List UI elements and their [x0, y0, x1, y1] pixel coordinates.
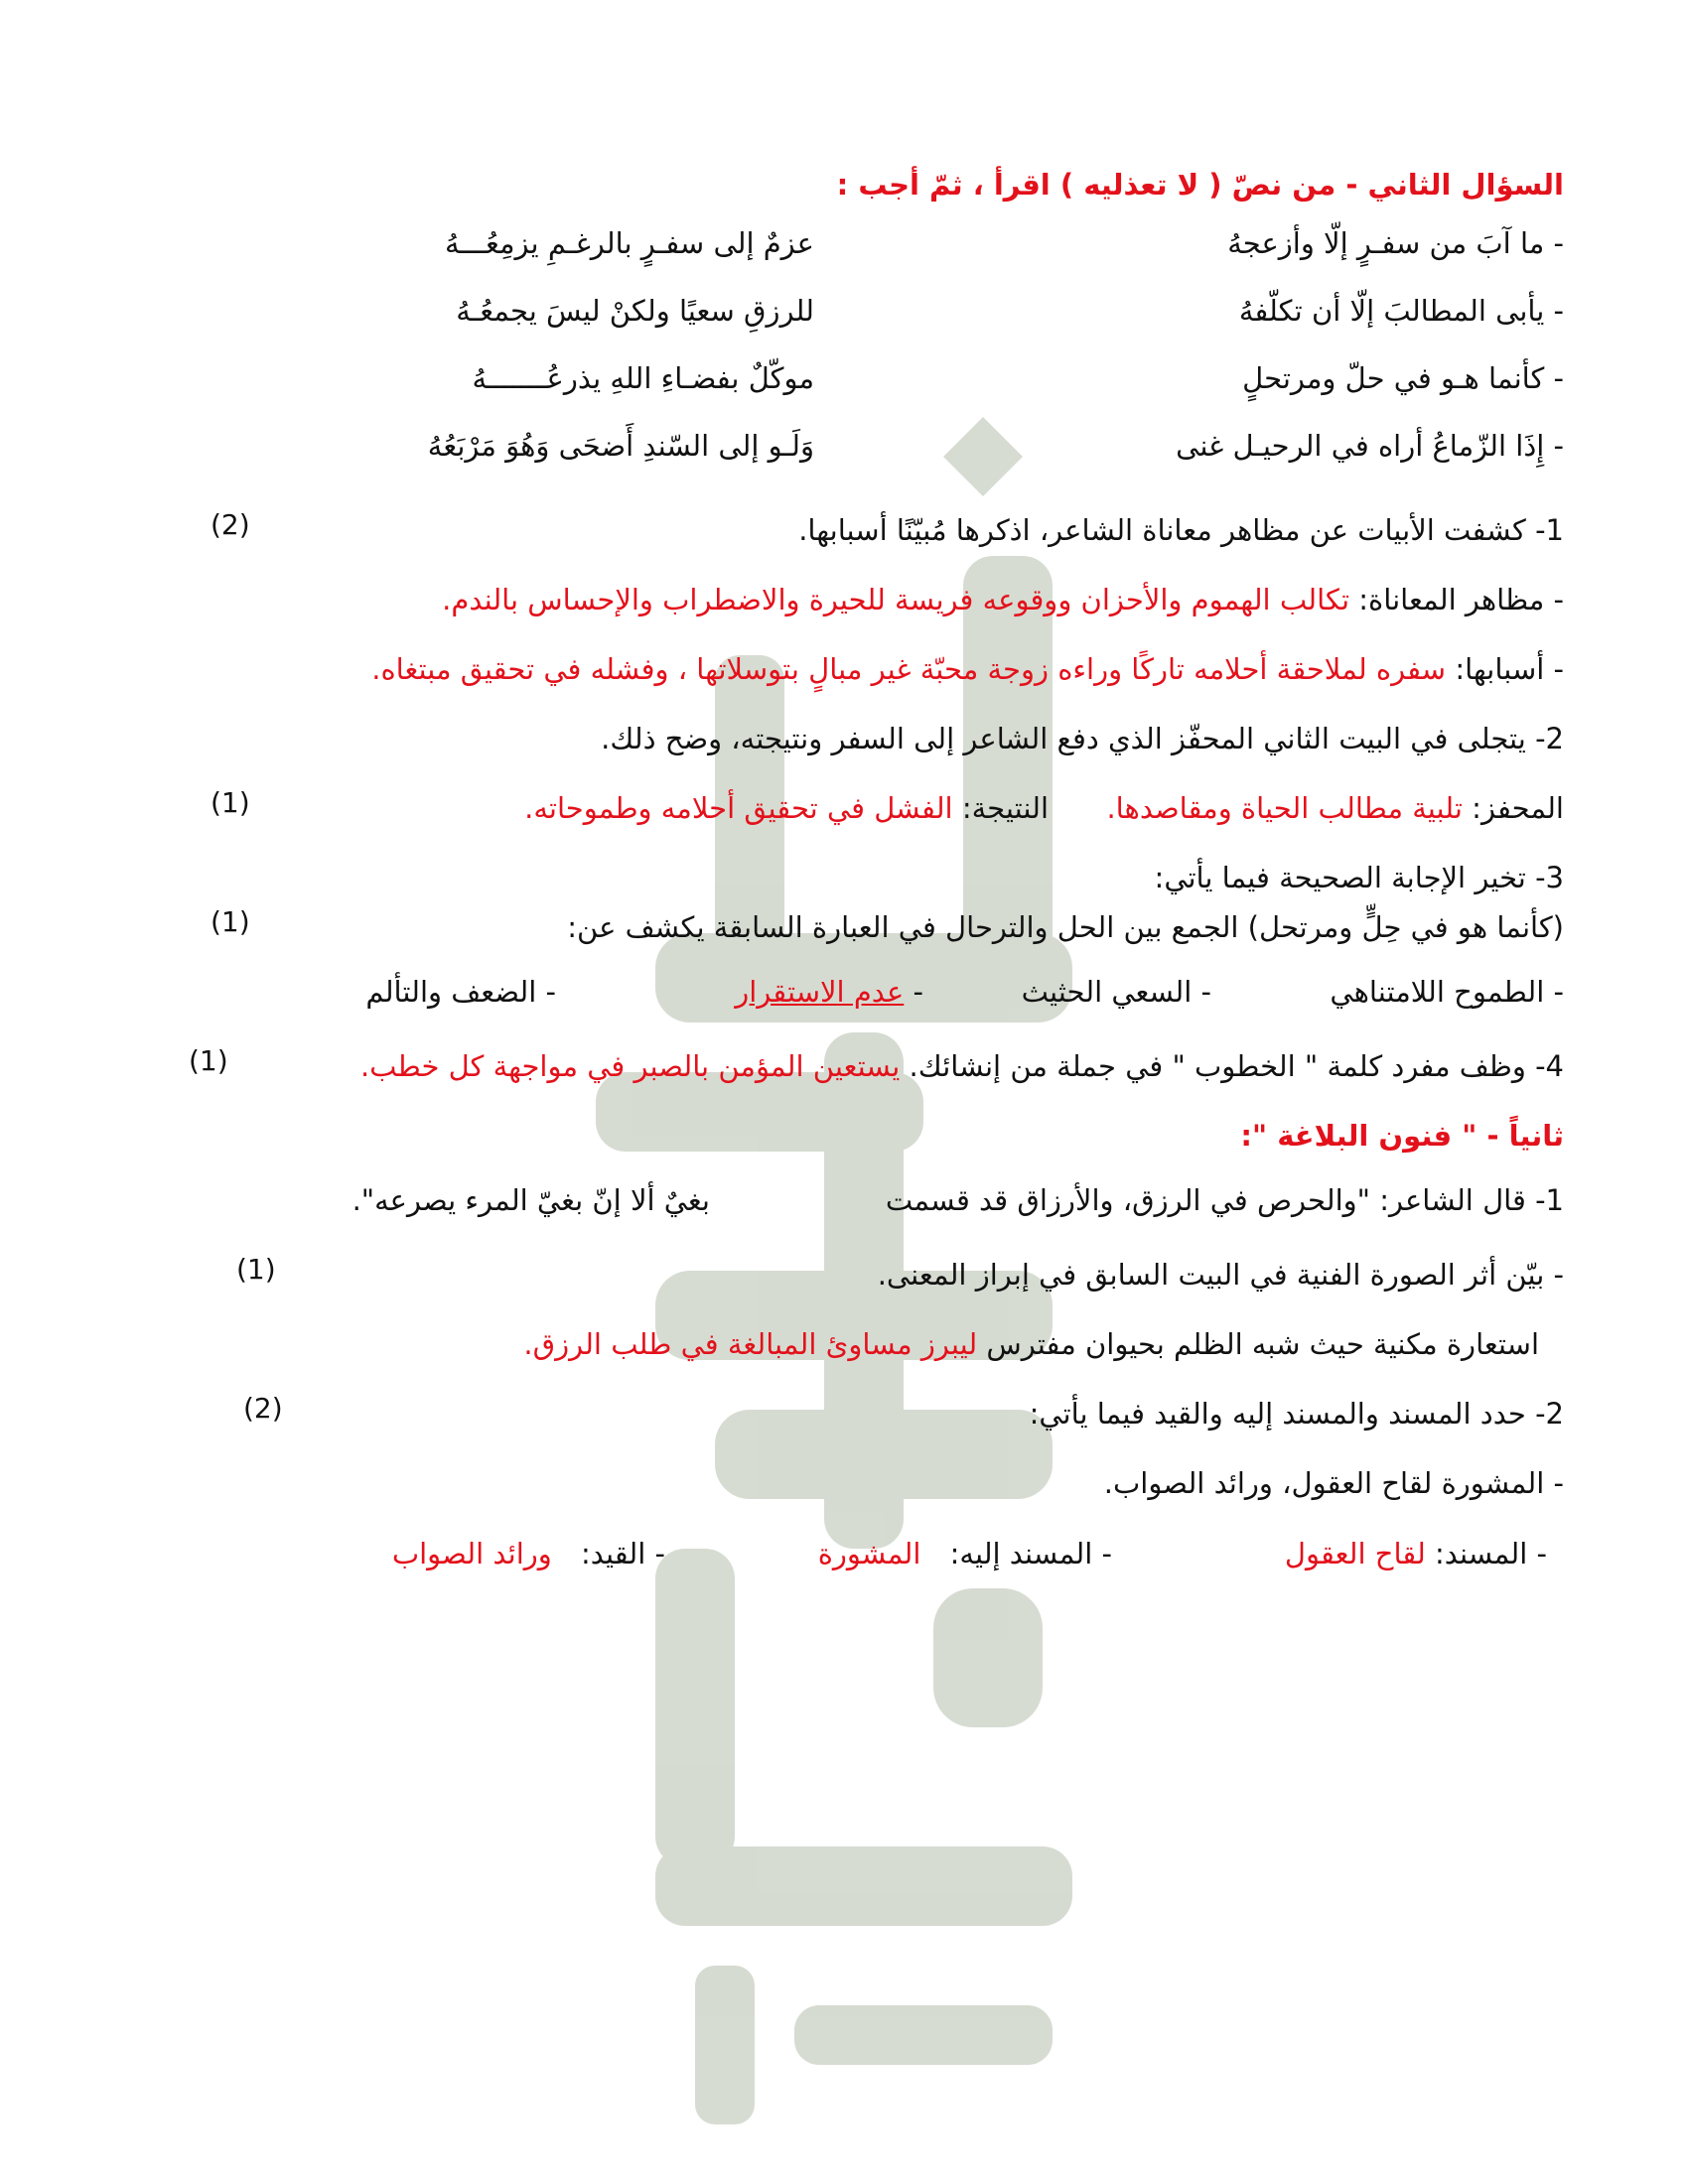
option-effort: - السعي الحثيث — [1021, 975, 1211, 1009]
option-ambition: - الطموح اللامتناهي — [1330, 975, 1564, 1009]
qayd-answer — [392, 1537, 665, 1570]
question-1-mark: (2) — [211, 508, 250, 541]
question-4-answer: يستعين المؤمن بالصبر في مواجهة كل خطب. — [359, 1049, 901, 1083]
question-3-mark: (1) — [211, 905, 250, 938]
verse-3-second-half: موكّلٌ بفضـاءِ اللهِ يذرعُـــــــهُ — [472, 361, 814, 395]
rhetoric-question-1-mark: (1) — [236, 1253, 276, 1286]
answer-1-label: - مظاهر المعاناة: — [1358, 583, 1564, 616]
option-dash: - — [913, 975, 923, 1009]
verse-1-first-half: - ما آبَ من سفـرٍ إلّا وأزعجهُ — [1227, 226, 1564, 260]
musnad-ilayh-label: - المسند إليه: — [949, 1537, 1112, 1570]
rhetoric-answer-1 — [159, 1322, 1539, 1366]
verse-2-second-half: للرزقِ سعيًا ولكنْ ليسَ يجمعُـهُ — [456, 294, 814, 328]
rhetoric-answer-1-effect: ليبرز مساوئ المبالغة في طلب الرزق. — [523, 1327, 978, 1361]
rhetoric-question-1-verse-tail: بغيٌ ألا إنّ بغيّ المرء يصرعه". — [352, 1183, 710, 1217]
rhetoric-sentence: - المشورة لقاح العقول، ورائد الصواب. — [1103, 1466, 1564, 1500]
musnad-value: لقاح العقول — [1284, 1537, 1426, 1570]
verse-4-second-half: وَلَـو إلى السّندِ أَضحَى وَهُوَ مَرْبَعُهُ — [427, 429, 814, 463]
answer-1-causes-label: - أسبابها: — [1455, 652, 1564, 686]
answer-2-result-label: النتيجة: — [961, 791, 1050, 825]
qayd-value: ورائد الصواب — [391, 1537, 552, 1570]
option-weakness: - الضعف والتألم — [365, 975, 556, 1009]
option-instability-correct — [735, 975, 923, 1009]
answer-1-causes — [159, 647, 1564, 691]
question-1: 1- كشفت الأبيات عن مظاهر معاناة الشاعر، اذكرها مُبيّنًا أسبابها. — [798, 513, 1564, 547]
question-3-stem: (كأنما هو في حِلٍّ ومرتحل) الجمع بين الحل والترحال في العبارة السابقة يكشف عن: — [567, 910, 1564, 944]
question-3: 3- تخير الإجابة الصحيحة فيما يأتي: — [1154, 861, 1564, 894]
answer-1-symptoms — [159, 578, 1564, 621]
rhetoric-question-1-sub: - بيّن أثر الصورة الفنية في البيت السابق في إبراز المعنى. — [877, 1258, 1564, 1292]
musnad-ilayh-answer — [818, 1537, 1112, 1570]
verse-3-first-half: - كأنما هـو في حلّ ومرتحلٍ — [1242, 361, 1564, 395]
rhetoric-question-1: 1- قال الشاعر: "والحرص في الرزق، والأرزاق قد قسمت — [885, 1183, 1564, 1217]
musnad-label: - المسند: — [1435, 1537, 1547, 1570]
verse-1-second-half: عزمٌ إلى سفـرٍ بالرغـمِ يزمِعُـــهُ — [444, 226, 814, 260]
answer-1-text: تكالب الهموم والأحزان ووقوعه فريسة للحيرة والاضطراب والإحساس بالندم. — [442, 583, 1350, 616]
answer-2-motive: تلبية مطالب الحياة ومقاصدها. — [1106, 791, 1463, 825]
question-4-mark: (1) — [189, 1044, 228, 1077]
musnad-ilayh-value: المشورة — [817, 1537, 921, 1570]
answer-2-result: الفشل في تحقيق أحلامه وطموحاته. — [524, 791, 953, 825]
question-2-mark: (1) — [211, 786, 250, 819]
verse-2-first-half: - يأبى المطالبَ إلّا أن تكلّفهُ — [1238, 294, 1564, 328]
option-instability-text: عدم الاستقرار — [735, 975, 905, 1009]
verse-4-first-half: - إِذَا الزّماعُ أراه في الرحيـل غنى — [1176, 429, 1564, 463]
question-4-text: 4- وظف مفرد كلمة " الخطوب " في جملة من إنشائك. — [909, 1049, 1564, 1083]
rhetoric-question-2-mark: (2) — [243, 1392, 283, 1425]
question-4 — [238, 1044, 1564, 1088]
answer-1-causes-text: سفره لملاحقة أحلامه تاركًا وراءه زوجة محبّة غير مبالٍ بتوسلاتها ، وفشله في تحقيق مبتغاه. — [371, 652, 1447, 686]
section-rhetoric-heading: ثانياً - " فنون البلاغة ": — [1240, 1119, 1564, 1153]
musnad-answer — [1285, 1537, 1547, 1570]
answer-2 — [159, 786, 1564, 830]
answer-2-motive-label: المحفز: — [1472, 791, 1564, 825]
qayd-label: - القيد: — [581, 1537, 665, 1570]
question-heading: السؤال الثاني - من نصّ ( لا تعذليه ) اقرأ ، ثمّ أجب : — [836, 168, 1564, 202]
rhetoric-question-2: 2- حدد المسند والمسند إليه والقيد فيما يأتي: — [1029, 1397, 1564, 1431]
question-2: 2- يتجلى في البيت الثاني المحفّز الذي دفع الشاعر إلى السفر ونتيجته، وضح ذلك. — [601, 722, 1564, 755]
rhetoric-answer-1-main: استعارة مكنية حيث شبه الظلم بحيوان مفترس — [986, 1327, 1539, 1361]
